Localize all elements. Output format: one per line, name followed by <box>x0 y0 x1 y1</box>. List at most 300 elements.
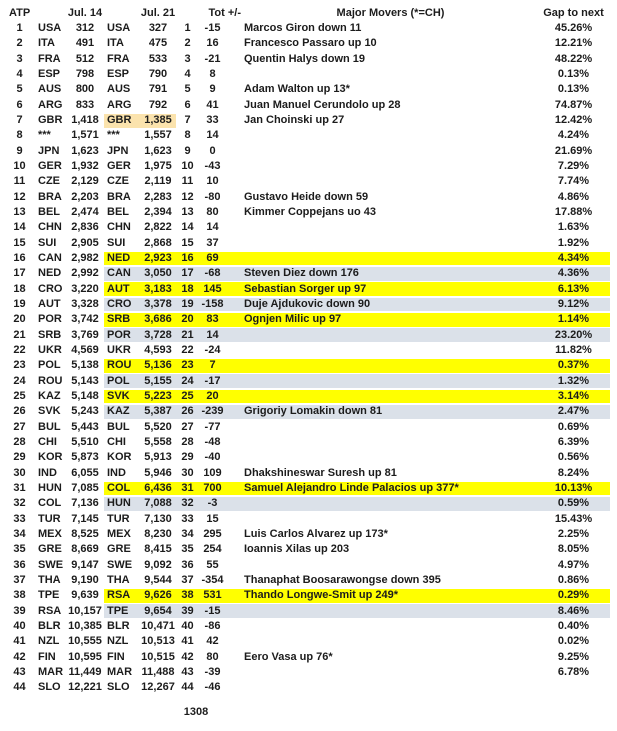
plus-minus-cell: -77 <box>204 420 221 433</box>
plus-minus-cell: 295 <box>203 527 222 540</box>
jul21-country-cell: CAN <box>107 267 131 280</box>
plus-minus-cell: 254 <box>203 543 222 556</box>
row-highlight-region <box>104 436 610 450</box>
jul21-points-cell: 790 <box>148 68 168 81</box>
gap-to-next-cell: 45.26% <box>554 22 593 35</box>
jul14-points-cell: 512 <box>75 52 95 65</box>
table-row <box>0 282 617 297</box>
jul14-points-cell: 9,639 <box>71 589 99 602</box>
jul14-country-cell: TUR <box>38 512 61 525</box>
rank-cell: 4 <box>16 68 23 81</box>
rank-cell: 24 <box>13 374 26 387</box>
table-row <box>0 420 617 435</box>
jul21-points-cell: 5,387 <box>144 405 172 418</box>
jul21-cells <box>104 144 176 158</box>
plus-minus-cell: -15 <box>204 22 221 35</box>
jul14-country-cell: GRE <box>38 543 62 556</box>
jul14-points-cell: 800 <box>75 83 95 96</box>
row-highlight-region <box>104 129 610 143</box>
rank-cell: 14 <box>13 221 26 234</box>
plus-minus-cell: -39 <box>204 665 221 678</box>
rank-cell: 12 <box>13 190 26 203</box>
tot-rank-cell: 28 <box>181 436 194 449</box>
table-row <box>0 343 617 358</box>
major-mover-cell: Gustavo Heide down 59 <box>244 190 369 203</box>
jul14-country-cell: ARG <box>38 98 63 111</box>
tot-rank-cell: 5 <box>184 83 191 96</box>
row-highlight-region <box>104 635 610 649</box>
jul14-points-cell: 5,143 <box>71 374 99 387</box>
major-mover-cell: Juan Manuel Cerundolo up 28 <box>244 98 401 111</box>
jul14-country-cell: IND <box>38 466 57 479</box>
rank-cell: 27 <box>13 420 26 433</box>
jul21-points-cell: 791 <box>148 83 168 96</box>
jul14-points-cell: 5,510 <box>71 436 99 449</box>
tot-rank-cell: 18 <box>181 282 194 295</box>
table-row <box>0 665 617 680</box>
jul21-country-cell: SUI <box>107 236 126 249</box>
gap-to-next-cell: 0.29% <box>557 589 590 602</box>
plus-minus-cell: 8 <box>209 68 216 81</box>
table-row <box>0 52 617 67</box>
jul14-country-cell: TPE <box>38 589 60 602</box>
jul21-country-cell: MEX <box>107 527 131 540</box>
jul21-cells <box>104 313 176 327</box>
tot-rank-cell: 22 <box>181 344 194 357</box>
jul14-points-cell: 10,385 <box>68 619 102 632</box>
jul21-country-cell: POR <box>107 328 131 341</box>
jul21-points-cell: 2,868 <box>144 236 172 249</box>
header-major-movers: Major Movers (*=CH) <box>336 7 445 19</box>
row-highlight-region <box>104 482 610 496</box>
rank-cell: 1 <box>16 22 23 35</box>
jul21-points-cell: 5,913 <box>144 451 172 464</box>
row-highlight-region <box>104 604 610 618</box>
jul21-cells <box>104 83 176 97</box>
row-highlight-region <box>104 405 610 419</box>
major-mover-cell: Marcos Giron down 11 <box>244 22 362 35</box>
major-mover-cell: Francesco Passaro up 10 <box>244 37 377 50</box>
rank-cell: 25 <box>13 390 26 403</box>
gap-to-next-cell: 4.24% <box>557 129 590 142</box>
rank-cell: 35 <box>13 543 26 556</box>
tot-rank-cell: 9 <box>184 144 191 157</box>
jul14-points-cell: 9,147 <box>71 558 99 571</box>
jul21-country-cell: IND <box>107 466 126 479</box>
plus-minus-cell: 20 <box>206 390 219 403</box>
table-row <box>0 542 617 557</box>
rank-cell: 21 <box>13 328 26 341</box>
jul14-country-cell: KOR <box>38 451 63 464</box>
jul21-points-cell: 5,520 <box>144 420 172 433</box>
jul21-points-cell: 4,593 <box>144 344 172 357</box>
jul21-points-cell: 10,471 <box>141 619 175 632</box>
row-highlight-region <box>104 328 610 342</box>
jul14-country-cell: MEX <box>38 527 62 540</box>
jul21-cells <box>104 282 176 296</box>
jul14-points-cell: 4,569 <box>71 344 99 357</box>
tot-rank-cell: 12 <box>181 190 194 203</box>
jul14-points-cell: 10,595 <box>68 650 102 663</box>
plus-minus-cell: 83 <box>206 313 219 326</box>
jul14-points-cell: 1,623 <box>71 144 99 157</box>
rank-cell: 36 <box>13 558 26 571</box>
jul14-country-cell: UKR <box>38 344 62 357</box>
rank-cell: 41 <box>13 635 26 648</box>
row-highlight-region <box>104 175 610 189</box>
gap-to-next-cell: 3.14% <box>557 390 590 403</box>
jul21-country-cell: UKR <box>107 344 131 357</box>
table-row <box>0 328 617 343</box>
footer-total: 1308 <box>183 706 209 718</box>
jul21-cells <box>104 175 176 189</box>
tot-rank-cell: 29 <box>181 451 194 464</box>
plus-minus-cell: -24 <box>204 344 221 357</box>
jul14-country-cell: SVK <box>38 405 61 418</box>
major-mover-cell: Adam Walton up 13* <box>244 83 350 96</box>
jul21-points-cell: 11,488 <box>141 665 175 678</box>
jul21-cells <box>104 650 176 664</box>
rank-cell: 22 <box>13 344 26 357</box>
jul14-country-cell: ROU <box>38 374 63 387</box>
jul21-country-cell: GBR <box>107 114 132 127</box>
major-mover-cell: Grigoriy Lomakin down 81 <box>244 405 383 418</box>
jul21-country-cell: HUN <box>107 497 131 510</box>
rank-cell: 26 <box>13 405 26 418</box>
jul14-points-cell: 3,769 <box>71 328 99 341</box>
table-row <box>0 466 617 481</box>
gap-to-next-cell: 7.74% <box>557 175 590 188</box>
jul21-points-cell: 5,136 <box>144 359 172 372</box>
tot-rank-cell: 37 <box>181 573 194 586</box>
jul14-country-cell: AUT <box>38 298 61 311</box>
tot-rank-cell: 35 <box>181 543 194 556</box>
gap-to-next-cell: 1.14% <box>557 313 590 326</box>
tot-rank-cell: 30 <box>181 466 194 479</box>
jul21-points-cell: 9,544 <box>144 573 172 586</box>
gap-to-next-cell: 0.69% <box>557 420 590 433</box>
jul14-country-cell: *** <box>38 129 51 142</box>
tot-rank-cell: 2 <box>184 37 191 50</box>
table-row <box>0 649 617 664</box>
gap-to-next-cell: 10.13% <box>554 482 593 494</box>
plus-minus-cell: -354 <box>201 573 224 586</box>
jul21-points-cell: 12,267 <box>141 681 175 694</box>
tot-rank-cell: 7 <box>184 114 191 127</box>
jul21-points-cell: 8,415 <box>144 543 172 556</box>
table-row <box>0 174 617 189</box>
gap-to-next-cell: 8.05% <box>557 543 590 556</box>
jul14-points-cell: 5,138 <box>71 359 99 372</box>
table-row <box>0 435 617 450</box>
table-row <box>0 374 617 389</box>
tot-rank-cell: 20 <box>181 313 194 326</box>
row-highlight-region <box>104 374 610 388</box>
tot-rank-cell: 41 <box>181 635 194 648</box>
jul14-country-cell: MAR <box>38 665 64 678</box>
gap-to-next-cell: 0.40% <box>557 619 590 632</box>
jul21-points-cell: 7,130 <box>144 512 172 525</box>
row-highlight-region <box>104 83 610 97</box>
jul14-country-cell: ITA <box>38 37 55 50</box>
gap-to-next-cell: 6.13% <box>557 282 590 295</box>
jul21-cells <box>104 497 176 511</box>
jul21-cells <box>104 466 176 480</box>
plus-minus-cell: 0 <box>209 144 216 157</box>
jul14-country-cell: SWE <box>38 558 64 571</box>
jul14-country-cell: HUN <box>38 482 62 494</box>
jul14-points-cell: 10,157 <box>68 604 102 617</box>
row-highlight-region <box>104 512 610 526</box>
tot-rank-cell: 34 <box>181 527 194 540</box>
jul21-cells <box>104 604 176 618</box>
tot-rank-cell: 27 <box>181 420 194 433</box>
rank-cell: 20 <box>13 313 26 326</box>
jul21-points-cell: 5,558 <box>144 436 172 449</box>
jul21-country-cell: SLO <box>107 681 130 694</box>
tot-rank-cell: 25 <box>181 390 194 403</box>
plus-minus-cell: 700 <box>203 482 222 494</box>
jul21-country-cell: AUT <box>107 282 130 295</box>
jul14-country-cell: AUS <box>38 83 62 96</box>
jul21-country-cell: CHI <box>107 436 126 449</box>
tot-rank-cell: 33 <box>181 512 194 525</box>
jul21-points-cell: 792 <box>148 98 168 111</box>
jul21-points-cell: 5,155 <box>144 374 172 387</box>
row-highlight-region <box>104 344 610 358</box>
jul14-points-cell: 2,992 <box>71 267 99 280</box>
jul14-country-cell: CHN <box>38 221 62 234</box>
row-highlight-region <box>104 221 610 235</box>
rank-cell: 10 <box>13 160 26 173</box>
jul21-points-cell: 3,050 <box>144 267 172 280</box>
jul21-country-cell: FRA <box>107 52 130 65</box>
plus-minus-cell: -43 <box>204 160 221 173</box>
jul14-country-cell: BEL <box>38 206 60 219</box>
table-row <box>0 98 617 113</box>
jul14-country-cell: POR <box>38 313 62 326</box>
jul21-cells <box>104 574 176 588</box>
major-mover-cell: Kimmer Coppejans uo 43 <box>244 206 377 219</box>
header-tot-plusminus: Tot +/- <box>208 7 241 19</box>
gap-to-next-cell: 4.36% <box>557 267 590 280</box>
jul21-country-cell: RSA <box>107 589 131 602</box>
rank-cell: 23 <box>13 359 26 372</box>
row-highlight-region <box>104 620 610 634</box>
jul14-country-cell: SRB <box>38 328 62 341</box>
table-row <box>0 128 617 143</box>
jul21-country-cell: BLR <box>107 619 130 632</box>
major-mover-cell: Samuel Alejandro Linde Palacios up 377* <box>244 482 459 494</box>
gap-to-next-cell: 4.97% <box>557 558 590 571</box>
jul21-cells <box>104 528 176 542</box>
table-row <box>0 450 617 465</box>
jul14-points-cell: 11,449 <box>68 665 102 678</box>
table-row <box>0 21 617 36</box>
plus-minus-cell: 14 <box>206 129 219 142</box>
jul21-cells <box>104 344 176 358</box>
major-mover-cell: Ioannis Xilas up 203 <box>244 543 350 556</box>
rank-cell: 11 <box>13 175 26 188</box>
table-row <box>0 251 617 266</box>
jul21-cells <box>104 160 176 174</box>
row-highlight-region <box>104 497 610 511</box>
jul14-country-cell: CRO <box>38 282 63 295</box>
rank-cell: 28 <box>13 436 26 449</box>
plus-minus-cell: 10 <box>206 175 219 188</box>
jul14-country-cell: BLR <box>38 619 61 632</box>
jul21-cells <box>104 420 176 434</box>
table-row <box>0 619 617 634</box>
tot-rank-cell: 32 <box>181 497 194 510</box>
jul21-points-cell: 3,686 <box>144 313 172 326</box>
jul21-cells <box>104 68 176 82</box>
jul14-points-cell: 8,525 <box>71 527 99 540</box>
jul21-cells <box>104 543 176 557</box>
row-highlight-region <box>104 68 610 82</box>
row-highlight-region <box>104 390 610 404</box>
rank-cell: 39 <box>13 604 26 617</box>
major-mover-cell: Jan Choinski up 27 <box>244 114 345 127</box>
plus-minus-cell: 80 <box>206 206 219 219</box>
tot-rank-cell: 19 <box>181 298 194 311</box>
table-row <box>0 67 617 82</box>
rank-cell: 2 <box>16 37 23 50</box>
row-highlight-region <box>104 22 610 36</box>
jul14-points-cell: 1,418 <box>71 114 99 127</box>
major-mover-cell: Ognjen Milic up 97 <box>244 313 342 326</box>
jul21-points-cell: 7,088 <box>144 497 172 510</box>
jul21-cells <box>104 267 176 281</box>
row-highlight-region <box>104 206 610 220</box>
major-mover-cell: Steven Diez down 176 <box>244 267 359 280</box>
tot-rank-cell: 42 <box>181 650 194 663</box>
row-highlight-region <box>104 451 610 465</box>
rank-cell: 44 <box>13 681 26 694</box>
jul21-points-cell: 9,654 <box>144 604 172 617</box>
jul14-points-cell: 2,474 <box>71 206 99 219</box>
plus-minus-cell: 16 <box>206 37 219 50</box>
table-row <box>0 159 617 174</box>
rank-cell: 17 <box>13 267 26 280</box>
row-highlight-region <box>104 37 610 51</box>
jul21-country-cell: BRA <box>107 190 131 203</box>
gap-to-next-cell: 21.69% <box>554 144 593 157</box>
gap-to-next-cell: 12.42% <box>554 114 593 127</box>
jul21-cells <box>104 190 176 204</box>
jul21-points-cell: 3,183 <box>144 282 172 295</box>
jul21-points-cell: 533 <box>148 52 168 65</box>
jul14-points-cell: 7,136 <box>71 497 99 510</box>
row-highlight-region <box>104 144 610 158</box>
plus-minus-cell: -239 <box>201 405 224 418</box>
jul14-points-cell: 5,243 <box>71 405 99 418</box>
table-row <box>0 113 617 128</box>
row-highlight-region <box>104 114 610 128</box>
table-row <box>0 481 617 496</box>
jul21-country-cell: POL <box>107 374 130 387</box>
jul21-points-cell: 3,378 <box>144 298 172 311</box>
rank-cell: 3 <box>16 52 23 65</box>
tot-rank-cell: 40 <box>181 619 194 632</box>
plus-minus-cell: 531 <box>203 589 222 602</box>
row-highlight-region <box>104 298 610 312</box>
row-highlight-region <box>104 466 610 480</box>
table-row <box>0 220 617 235</box>
jul14-country-cell: RSA <box>38 604 62 617</box>
row-highlight-region <box>104 267 610 281</box>
jul21-cells <box>104 482 176 496</box>
jul14-points-cell: 6,055 <box>71 466 99 479</box>
table-header <box>0 5 617 22</box>
major-mover-cell: Duje Ajdukovic down 90 <box>244 298 371 311</box>
jul21-cells <box>104 620 176 634</box>
jul14-points-cell: 3,220 <box>71 282 99 295</box>
jul14-country-cell: NZL <box>38 635 60 648</box>
jul21-country-cell: ROU <box>107 359 132 372</box>
jul21-points-cell: 1,623 <box>144 144 172 157</box>
tot-rank-cell: 3 <box>184 52 191 65</box>
table-row <box>0 680 617 695</box>
jul21-points-cell: 2,119 <box>144 175 172 188</box>
rank-cell: 42 <box>13 650 26 663</box>
tot-rank-cell: 39 <box>181 604 194 617</box>
jul14-points-cell: 7,145 <box>71 512 99 525</box>
table-row <box>0 404 617 419</box>
jul21-points-cell: 8,230 <box>144 527 172 540</box>
jul14-country-cell: JPN <box>38 144 60 157</box>
major-mover-cell: Sebastian Sorger up 97 <box>244 282 367 295</box>
tot-rank-cell: 43 <box>181 665 194 678</box>
jul21-cells <box>104 681 176 695</box>
tot-rank-cell: 26 <box>181 405 194 418</box>
jul14-points-cell: 1,571 <box>71 129 99 142</box>
gap-to-next-cell: 0.86% <box>557 573 590 586</box>
tot-rank-cell: 31 <box>181 482 194 494</box>
rank-cell: 33 <box>13 512 26 525</box>
jul14-country-cell: CAN <box>38 252 62 265</box>
jul14-country-cell: SLO <box>38 681 61 694</box>
jul21-points-cell: 327 <box>148 22 168 35</box>
jul21-points-cell: 5,946 <box>144 466 172 479</box>
rank-cell: 43 <box>13 665 26 678</box>
header-gap-to-next: Gap to next <box>543 7 604 19</box>
jul21-cells <box>104 22 176 36</box>
row-highlight-region <box>104 313 610 327</box>
jul21-country-cell: KAZ <box>107 405 130 418</box>
plus-minus-cell: 14 <box>206 221 219 234</box>
jul14-country-cell: BUL <box>38 420 61 433</box>
table-row <box>0 144 617 159</box>
table-row <box>0 603 617 618</box>
jul21-country-cell: TUR <box>107 512 130 525</box>
jul14-points-cell: 2,905 <box>71 236 99 249</box>
row-highlight-region <box>104 666 610 680</box>
major-mover-cell: Thanaphat Boosarawongse down 395 <box>244 573 441 586</box>
gap-to-next-cell: 17.88% <box>554 206 593 219</box>
jul21-country-cell: CHN <box>107 221 131 234</box>
jul14-points-cell: 3,742 <box>71 313 99 326</box>
jul21-cells <box>104 359 176 373</box>
jul21-cells <box>104 328 176 342</box>
jul14-country-cell: THA <box>38 573 61 586</box>
jul21-cells <box>104 390 176 404</box>
row-highlight-region <box>104 420 610 434</box>
jul21-country-cell: KOR <box>107 451 132 464</box>
gap-to-next-cell: 2.47% <box>557 405 590 418</box>
jul14-country-cell: GER <box>38 160 62 173</box>
plus-minus-cell: 42 <box>206 635 219 648</box>
